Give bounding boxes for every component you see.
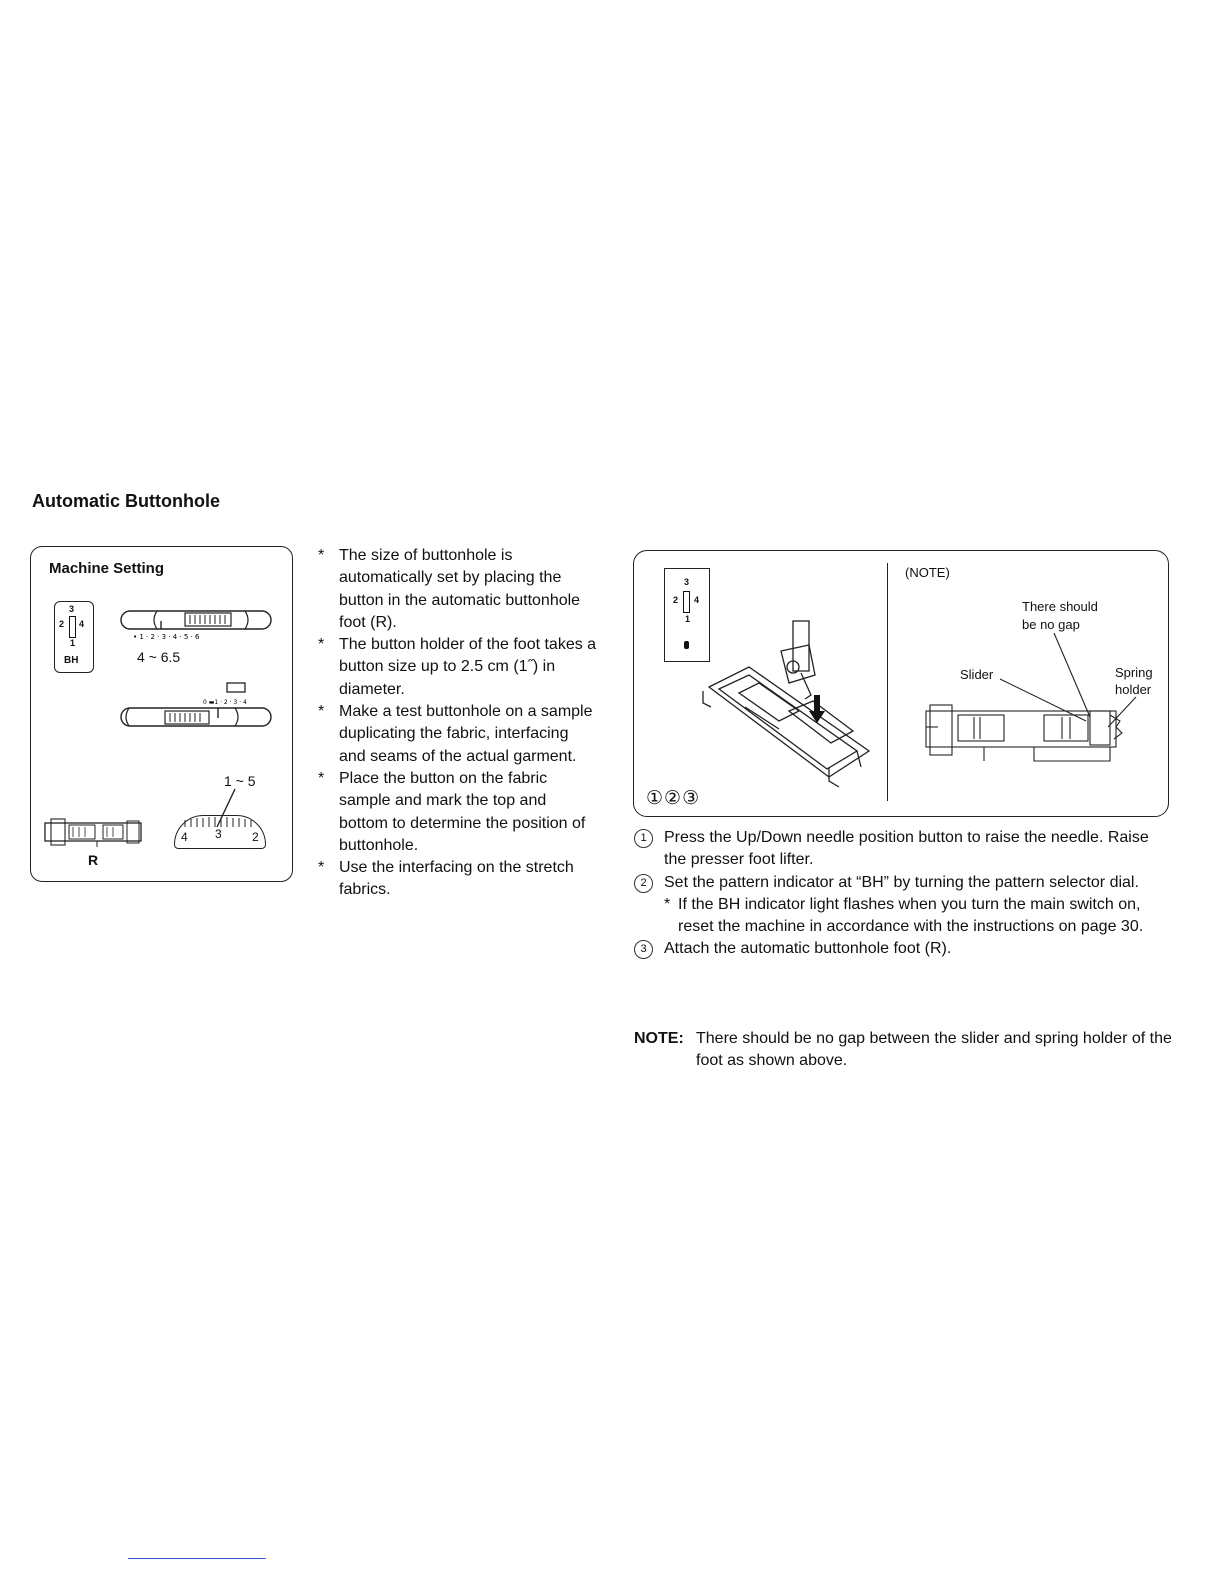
step-subnote: * If the BH indicator light flashes when you turn the main switch on, reset the machine in accordance with the instructions on page 30. (664, 895, 1144, 936)
stitch-width-range: 1 ~ 5 (224, 773, 256, 789)
note-text: There should be no gap between the slider and spring holder of the foot as shown above. (696, 1030, 1172, 1070)
tip-item: * The button holder of the foot takes a button size up to 2.5 cm (1˝) in diameter. (318, 636, 597, 698)
bullet-star: * (664, 895, 671, 913)
slider-spring-illustration (914, 631, 1164, 777)
figure-note-heading: (NOTE) (905, 565, 950, 580)
step-number: 1 (634, 829, 653, 848)
tip-item: * The size of buttonhole is automatically set by placing the button in the automatic buttonhole foot (R). (318, 547, 581, 631)
step-text: Set the pattern indicator at “BH” by turning the pattern selector dial. (664, 873, 1139, 891)
slider-label: Slider (960, 667, 994, 682)
step-number: 3 (634, 940, 653, 959)
dial-num-center: 3 (215, 827, 222, 841)
step-text: Press the Up/Down needle position button to raise the needle. Raise the presser foot lifter. (664, 829, 1149, 869)
figure-step-marks: ①②③ (646, 788, 701, 809)
indicator-num-3: 3 (69, 604, 75, 614)
indicator-bar (69, 616, 76, 638)
fig-indicator-bar (683, 591, 690, 613)
spring-label-line1: Spring (1115, 665, 1153, 680)
page-title: Automatic Buttonhole (32, 491, 220, 511)
step-number: 2 (634, 874, 653, 893)
indicator-bh-label: BH (64, 655, 79, 666)
indicator-num-1: 1 (70, 638, 76, 648)
pattern-indicator-window (54, 601, 94, 673)
fig-num-2: 2 (673, 595, 679, 605)
bullet-star: * (318, 636, 325, 654)
stitch-width-slider-icon (117, 681, 277, 735)
bullet-star: * (318, 859, 325, 877)
foot-attach-illustration (689, 611, 879, 801)
figure-divider (887, 563, 888, 801)
footer-rule (128, 1558, 266, 1559)
fig-num-4: 4 (694, 595, 700, 605)
buttonhole-foot-icon (43, 815, 145, 849)
dial-num-left: 4 (181, 830, 188, 844)
note-label: NOTE: (634, 1030, 684, 1047)
tips-list (318, 545, 598, 902)
dial-num-right: 2 (252, 830, 259, 844)
stitch-length-slider-icon (117, 607, 277, 641)
svg-text:0 ▬1 · 2 · 3 · 4: 0 ▬1 · 2 · 3 · 4 (203, 699, 247, 706)
gap-label-line1: There should (1022, 599, 1098, 614)
step-item (634, 872, 1174, 894)
bullet-star: * (318, 547, 325, 564)
indicator-num-4: 4 (79, 619, 85, 629)
fig-num-1: 1 (685, 614, 691, 624)
step-item (634, 827, 1174, 872)
bullet-star: * (318, 703, 325, 721)
tip-item: * Make a test buttonhole on a sample duplicating the fabric, interfacing and seams of the actual garment. (318, 703, 593, 765)
gap-label-line2: be no gap (1022, 617, 1080, 632)
tension-dial (174, 815, 266, 849)
foot-label: R (88, 852, 99, 868)
stitch-length-range: 4 ~ 6.5 (137, 649, 181, 665)
instruction-steps (634, 827, 1174, 961)
fig-num-3: 3 (684, 577, 690, 587)
machine-setting-box (30, 546, 293, 882)
step-text: Attach the automatic buttonhole foot (R). (664, 940, 952, 958)
indicator-num-2: 2 (59, 619, 65, 629)
illustration-box (633, 550, 1169, 817)
bullet-star: * (318, 769, 325, 787)
step-item (634, 938, 1174, 960)
spring-label-line2: holder (1115, 682, 1152, 697)
tip-item: * Place the button on the fabric sample and mark the top and bottom to determine the position of buttonhole. (318, 769, 586, 854)
tip-item: * Use the interfacing on the stretch fabrics. (318, 859, 574, 899)
svg-text:• 1 · 2 · 3 · 4 · 5 · 6: • 1 · 2 · 3 · 4 · 5 · 6 (133, 633, 200, 641)
machine-setting-heading: Machine Setting (49, 560, 165, 577)
